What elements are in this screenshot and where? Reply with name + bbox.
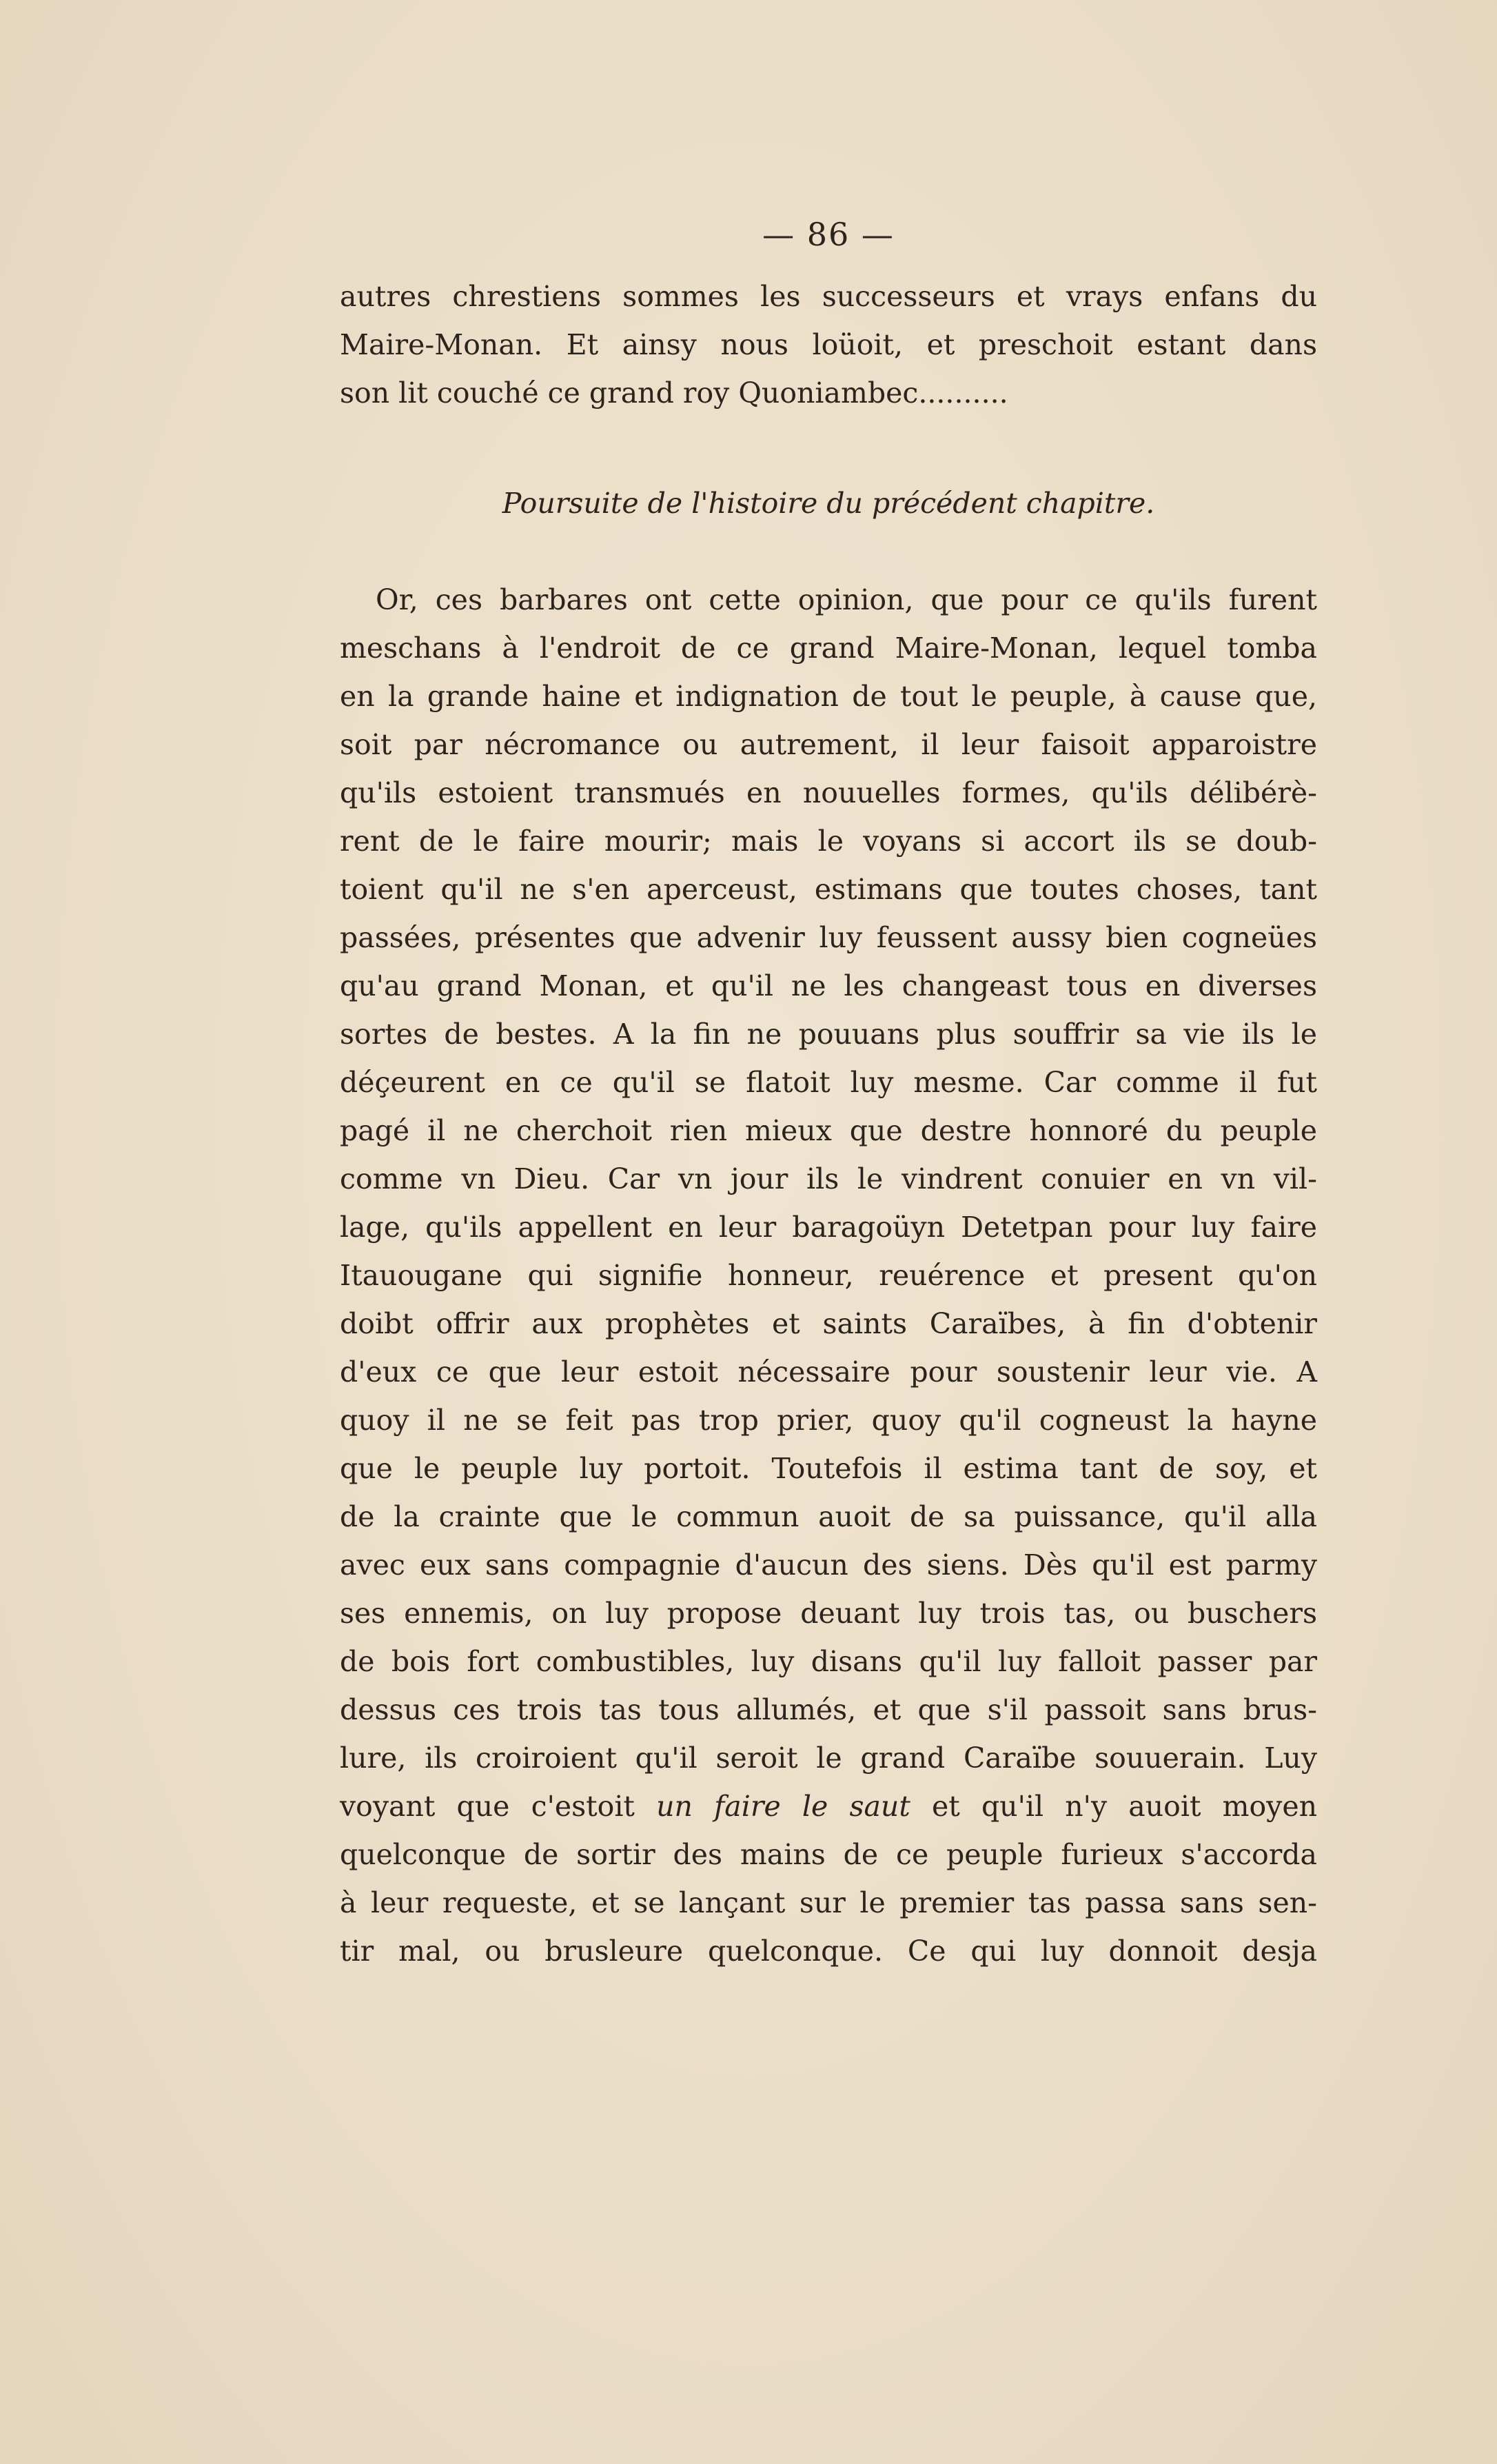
section-heading: Poursuite de l'histoire du précédent chapitre. xyxy=(502,487,1155,520)
text-line: que le peuple luy portoit. Toutefois il estima tant de soy, et xyxy=(340,1452,1317,1485)
text-line: meschans à l'endroit de ce grand Maire-Monan, lequel tomba xyxy=(340,632,1317,665)
text-line: rent de le faire mourir; mais le voyans si accort ils se doub- xyxy=(340,825,1317,858)
text-line: avec eux sans compagnie d'aucun des siens. Dès qu'il est parmy xyxy=(340,1548,1317,1582)
text-line: qu'ils estoient transmués en nouuelles formes, qu'ils délibérè- xyxy=(340,776,1317,809)
italic-phrase: un faire le saut xyxy=(656,1790,910,1823)
text-line: quelconque de sortir des mains de ce peuple furieux s'accorda xyxy=(340,1838,1317,1871)
text-line: doibt offrir aux prophètes et saints Caraïbes, à fin d'obtenir xyxy=(340,1307,1317,1340)
text-line: lure, ils croiroient qu'il seroit le grand Caraïbe souuerain. Luy xyxy=(340,1741,1317,1775)
text-segment: et qu'il n'y auoit moyen xyxy=(910,1790,1318,1823)
text-line: toient qu'il ne s'en aperceust, estimans que toutes choses, tant xyxy=(340,873,1317,906)
text-line: sortes de bestes. A la fin ne pouuans plus souffrir sa vie ils le xyxy=(340,1018,1317,1051)
text-line: à leur requeste, et se lançant sur le premier tas passa sans sen- xyxy=(340,1886,1317,1919)
text-line: dessus ces trois tas tous allumés, et que s'il passoit sans brus- xyxy=(340,1693,1317,1726)
text-line: déçeurent en ce qu'il se flatoit luy mesme. Car comme il fut xyxy=(340,1066,1317,1099)
text-line: de bois fort combustibles, luy disans qu'il luy falloit passer par xyxy=(340,1645,1317,1678)
text-line: Itauougane qui signifie honneur, reuérence et present qu'on xyxy=(340,1259,1317,1292)
text-line: quoy il ne se feit pas trop prier, quoy qu'il cogneust la hayne xyxy=(340,1404,1317,1437)
text-line: autres chrestiens sommes les successeurs et vrays enfans du xyxy=(340,280,1317,313)
text-line: comme vn Dieu. Car vn jour ils le vindrent conuier en vn vil- xyxy=(340,1162,1317,1195)
text-line: son lit couché ce grand roy Quoniambec.......... xyxy=(340,376,1008,410)
text-line: soit par nécromance ou autrement, il leur faisoit apparoistre xyxy=(340,728,1317,761)
text-line: Or, ces barbares ont cette opinion, que pour ce qu'ils furent xyxy=(376,583,1317,616)
text-line: Maire-Monan. Et ainsy nous loüoit, et preschoit estant dans xyxy=(340,328,1317,361)
text-segment: voyant que c'estoit xyxy=(340,1790,657,1823)
text-line: d'eux ce que leur estoit nécessaire pour soustenir leur vie. A xyxy=(340,1355,1317,1388)
text-line: ses ennemis, on luy propose deuant luy trois tas, ou buschers xyxy=(340,1597,1317,1630)
text-line: passées, présentes que advenir luy feussent aussy bien cogneües xyxy=(340,921,1317,954)
text-line: de la crainte que le commun auoit de sa puissance, qu'il alla xyxy=(340,1500,1317,1533)
text-line-with-italic xyxy=(340,1782,1317,1830)
text-line: tir mal, ou brusleure quelconque. Ce qui luy donnoit desja xyxy=(340,1935,1317,1968)
text-line: qu'au grand Monan, et qu'il ne les changeast tous en diverses xyxy=(340,969,1317,1002)
page-number: — 86 — xyxy=(762,216,895,253)
text-line: pagé il ne cherchoit rien mieux que destre honnoré du peuple xyxy=(340,1114,1317,1147)
text-line: lage, qu'ils appellent en leur baragoüyn Detetpan pour luy faire xyxy=(340,1211,1317,1244)
text-line: en la grande haine et indignation de tout le peuple, à cause que, xyxy=(340,680,1317,713)
